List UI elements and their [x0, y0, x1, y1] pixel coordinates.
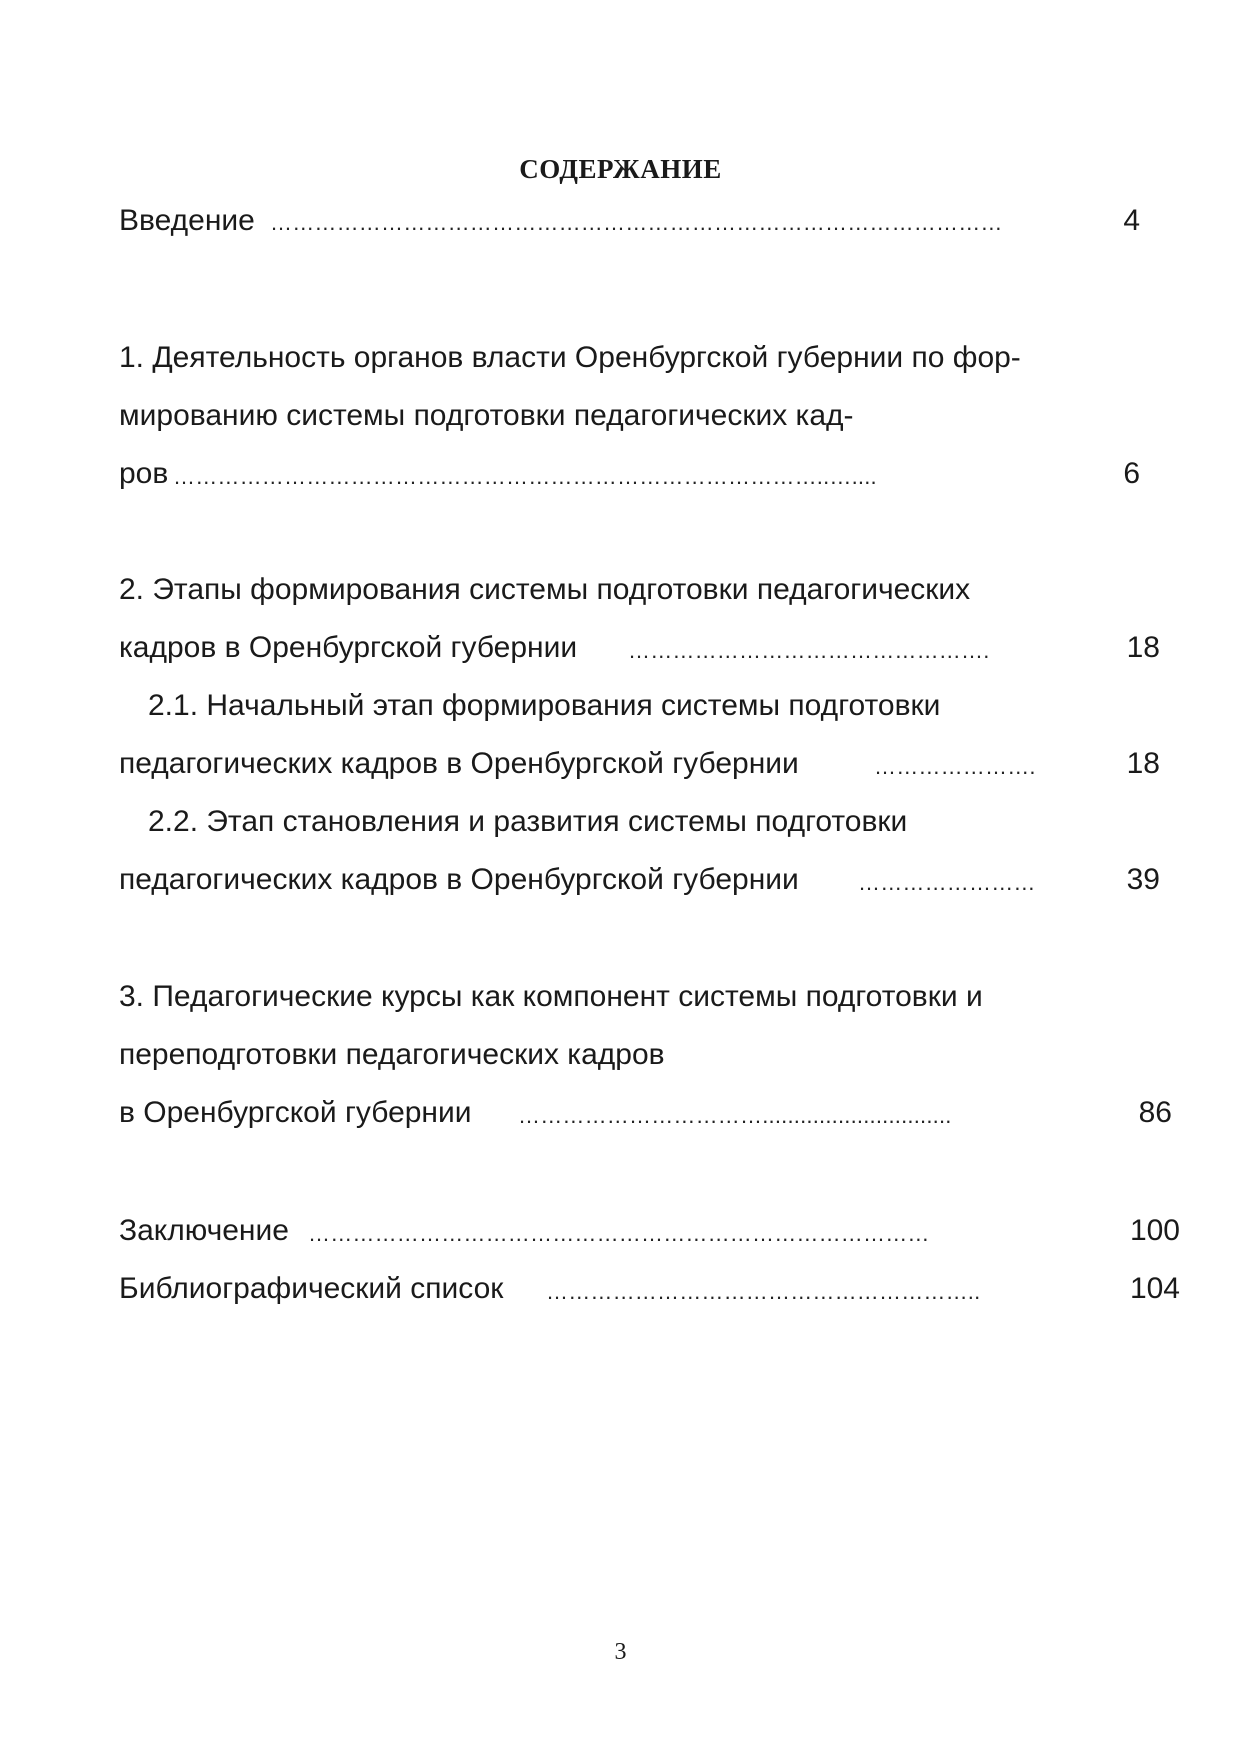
toc-leader-dots: ……………………………………………………………………………………… [270, 210, 1003, 235]
toc-leader-dots: …………………. [874, 754, 1036, 779]
toc-page-number: 6 [1123, 457, 1140, 490]
toc-entry-s21-line2[interactable]: педагогических кадров в Оренбургской губернии [119, 747, 799, 780]
toc-entry-ch1-line3[interactable]: ров [119, 457, 169, 490]
toc-entry-label: Библиографический список [119, 1272, 504, 1305]
toc-page-number: 18 [1126, 747, 1160, 780]
page-title: СОДЕРЖАНИЕ [519, 154, 722, 184]
toc-page-number: 86 [1138, 1096, 1172, 1129]
toc-entry-ch2-line1[interactable]: 2. Этапы формирования системы подготовки педагогических [119, 573, 971, 606]
toc-entry-s22-line2[interactable]: педагогических кадров в Оренбургской губернии [119, 863, 799, 896]
page-number: 3 [614, 1639, 627, 1665]
toc-entry-s22-line1[interactable]: 2.2. Этап становления и развития системы подготовки [148, 805, 908, 838]
toc-page-number: 39 [1126, 863, 1160, 896]
toc-entry-conclusion[interactable] [119, 1211, 289, 1251]
toc-entry-ch1-line1[interactable]: 1. Деятельность органов власти Оренбургской губернии по фор- [119, 341, 1021, 374]
toc-page-number: 104 [1129, 1272, 1180, 1305]
toc-entry-bibliography[interactable] [119, 1269, 503, 1309]
toc-leader-dots: ……………………………………………………………………………..….... [173, 464, 877, 489]
toc-entry-s21-line1[interactable]: 2.1. Начальный этап формирования системы подготовки [148, 689, 941, 722]
toc-page-number: 18 [1126, 631, 1160, 664]
toc-leader-dots: …………………………….............................. [518, 1103, 952, 1128]
toc-entry-ch3-line2[interactable]: переподготовки педагогических кадров [119, 1038, 665, 1071]
toc-entry-label: Введение [119, 204, 255, 237]
toc-entry-ch3-line3[interactable]: в Оренбургской губернии [119, 1096, 472, 1129]
toc-entry-ch3-line1[interactable]: 3. Педагогические курсы как компонент системы подготовки и [119, 980, 983, 1013]
toc-page-number: 4 [1123, 204, 1140, 237]
toc-leader-dots: …………………………………………. [628, 638, 990, 663]
toc-entry-label: Заключение [119, 1214, 289, 1247]
toc-entry-ch1-line2[interactable]: мированию системы подготовки педагогических кад- [119, 399, 854, 432]
toc-entry-ch2-line2[interactable]: кадров в Оренбургской губернии [119, 631, 578, 664]
toc-page-number: 100 [1129, 1214, 1180, 1247]
toc-leader-dots: ………………………………………………………………………… [308, 1221, 930, 1246]
toc-leader-dots: …………………… [858, 870, 1036, 895]
toc-entry-intro[interactable] [119, 201, 255, 241]
toc-leader-dots: ………………………………………………….. [546, 1279, 981, 1304]
